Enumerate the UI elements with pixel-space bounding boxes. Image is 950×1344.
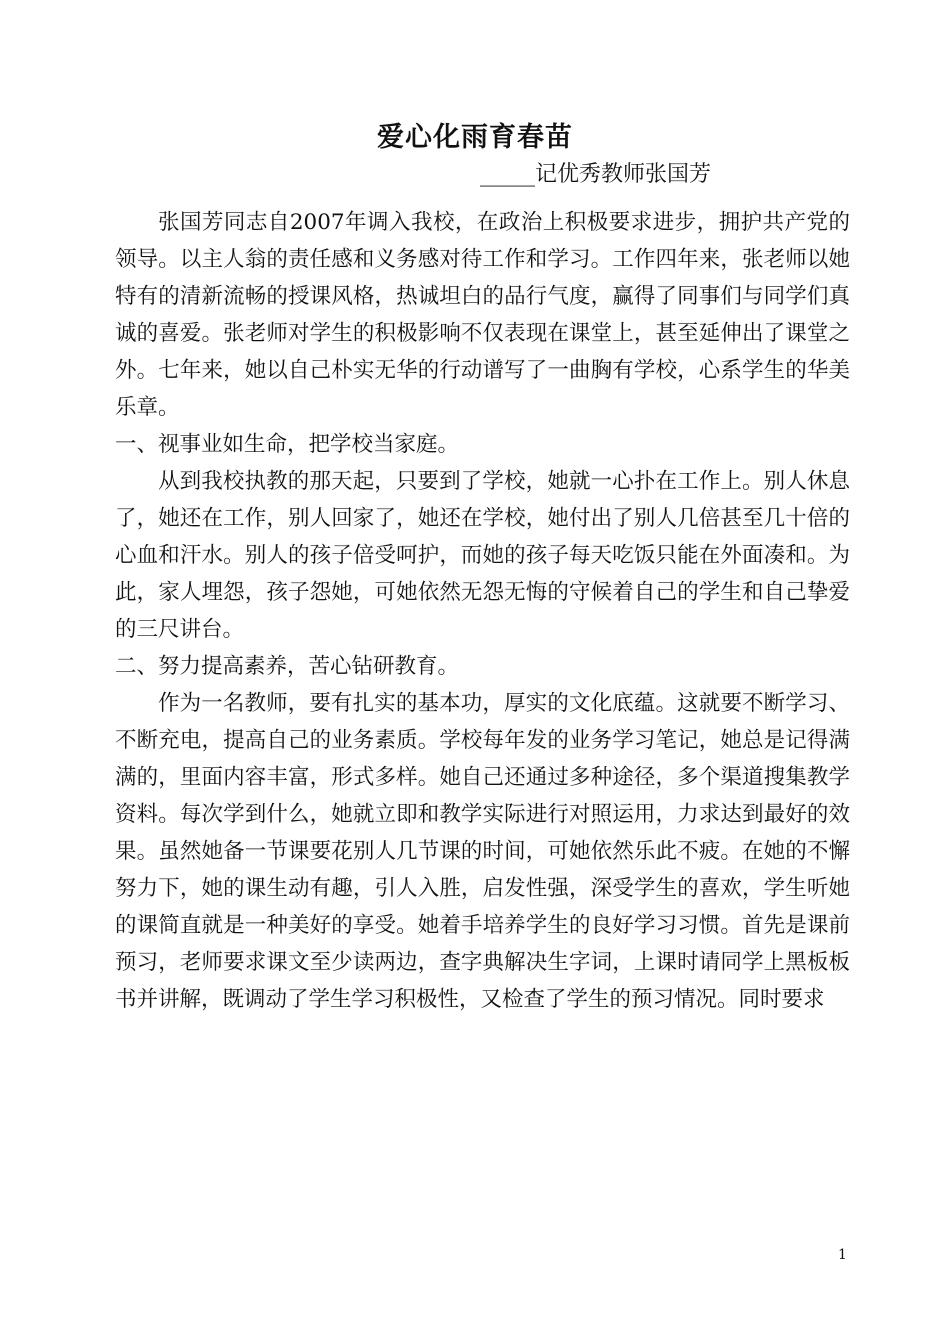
paragraph-section-2: 作为一名教师，要有扎实的基本功，厚实的文化底蕴。这就要不断学习、不断充电，提高自己的业务素质。学校每年发的业务学习笔记，她总是记得满满的，里面内容丰富，形式多样。她自己还通过多种途径，多个渠道搜集教学资料。每次学到什么，她就立即和教学实际进行对照运用，力求达到最好的效果。虽然她备一节课要花别人几节课的时间，可她依然乐此不疲。在她的不懈努力下，她的课生动有趣，引人入胜，启发性强，深受学生的喜欢，学生听她的课简直就是一种美好的享受。她着手培养学生的良好学习习惯。首先是课前预习，老师要求课文至少读两边，查字典解决生字词，上课时请同学上黑板板书并讲解，既调动了学生学习积极性，又检查了学生的预习情况。同时要求 [115,691,850,1012]
section-heading-2: 二、努力提高素养，苦心钻研教育。 [115,654,460,679]
page-subtitle: _____记优秀教师张国芳 [480,162,712,187]
paragraph-section-1: 从到我校执教的那天起，只要到了学校，她就一心扑在工作上。别人休息了，她还在工作，别人回家了，她还在学校，她付出了别人几倍甚至几十倍的心血和汗水。别人的孩子倍受呵护，而她的孩子每天吃饭只能在外面凑和。为此，家人埋怨，孩子怨她，可她依然无怨无悔的守候着自己的学生和自己挚爱的三尺讲台。 [115,469,850,642]
document-body [115,204,850,1018]
page-title: 爱心化雨育春苗 [377,122,573,153]
paragraph-intro: 张国芳同志自2007年调入我校，在政治上积极要求进步，拥护共产党的领导。以主人翁的责任感和义务感对待工作和学习。工作四年来，张老师以她特有的清新流畅的授课风格，热诚坦白的品行气度，赢得了同事们与同学们真诚的喜爱。张老师对学生的积极影响不仅表现在课堂上，甚至延伸出了课堂之外。七年来，她以自己朴实无华的行动谱写了一曲胸有学校，心系学生的华美乐章。 [115,210,850,420]
page-number: 1 [838,1247,847,1263]
section-heading-1: 一、视事业如生命，把学校当家庭。 [115,432,460,457]
